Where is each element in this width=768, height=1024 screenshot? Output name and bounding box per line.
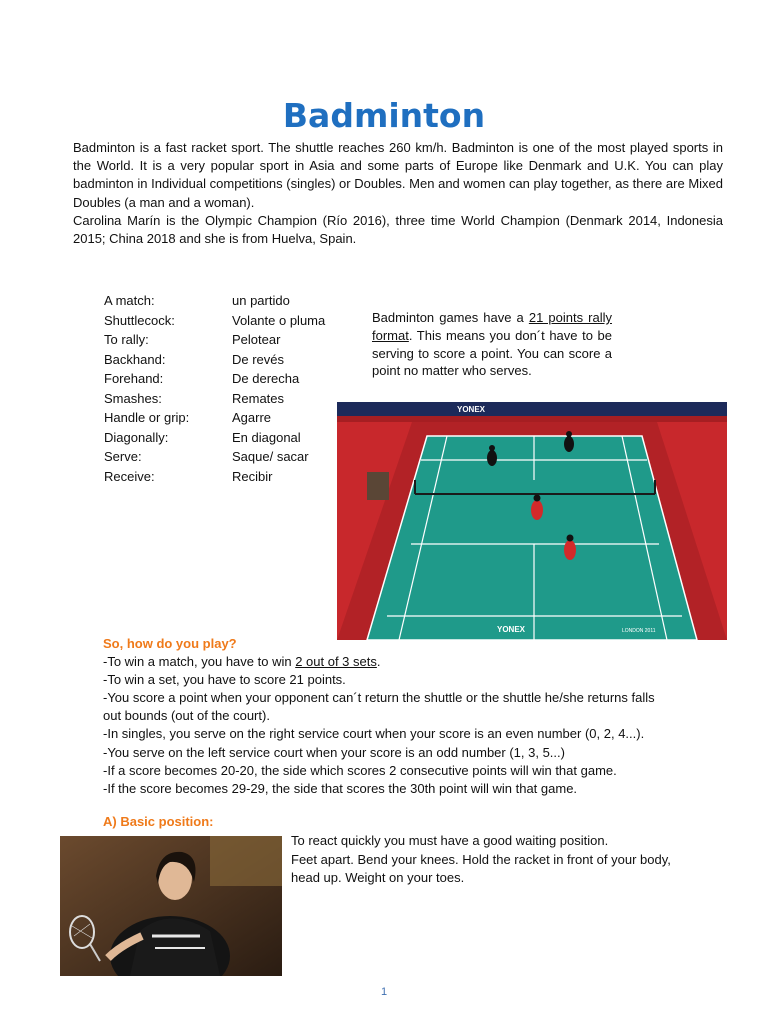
vocab-row bbox=[104, 467, 325, 487]
vocab-term: Backhand: bbox=[104, 351, 166, 367]
rally-format-note bbox=[372, 309, 612, 380]
basic-position-line: To react quickly you must have a good waiting position. bbox=[291, 833, 609, 848]
vocab-translation: De revés bbox=[232, 351, 285, 367]
note-text: . This means you don´t have to be serving to score a point. You can score a point no matter who serves. bbox=[372, 327, 612, 379]
vocab-translation: Volante o pluma bbox=[232, 312, 326, 328]
vocab-row bbox=[104, 428, 325, 448]
page-number: 1 bbox=[380, 986, 388, 998]
badminton-court-photo bbox=[337, 402, 727, 640]
rule-line: out bounds (out of the court). bbox=[103, 708, 270, 724]
vocab-term: Diagonally: bbox=[104, 429, 169, 445]
intro-text bbox=[73, 139, 723, 248]
vocab-term: To rally: bbox=[104, 332, 149, 347]
intro-paragraph-1: Badminton is a fast racket sport. The shuttle reaches 260 km/h. Badminton is one of the most played sports in the World. It is a very popular sport in Asia and some parts of Europe like Denmark and U.K. You can play badminton in Individual competitions (singles) or Doubles. Men and women can play together, as there are Mixed Doubles (a man and a woman). bbox=[73, 140, 723, 210]
vocab-translation: Agarre bbox=[232, 410, 272, 425]
rule-line bbox=[103, 653, 723, 671]
vocab-translation: En diagonal bbox=[232, 429, 301, 445]
basic-position-heading: A) Basic position: bbox=[103, 814, 214, 829]
vocab-translation: Pelotear bbox=[232, 332, 281, 347]
vocab-translation: Recibir bbox=[232, 468, 273, 484]
vocab-term: A match: bbox=[104, 293, 155, 308]
basic-position-line: head up. Weight on your toes. bbox=[291, 870, 465, 885]
vocab-row bbox=[104, 447, 325, 467]
vocab-row bbox=[104, 311, 325, 331]
note-text: Badminton games have a bbox=[372, 310, 529, 325]
how-to-play-heading: So, how do you play? bbox=[103, 636, 237, 651]
intro-paragraph-2: Carolina Marín is the Olympic Champion (Río 2016), three time World Champion (Denmark 2014, Indonesia 2015; China 2018 and she is from Huelva, Spain. bbox=[73, 212, 723, 247]
rule-underlined-text: 2 out of 3 sets bbox=[295, 654, 377, 670]
rule-line: -If the score becomes 29-29, the side that scores the 30th point will win that game. bbox=[103, 780, 578, 796]
vocab-row bbox=[104, 369, 325, 389]
vocab-row bbox=[104, 389, 325, 409]
court-illustration bbox=[337, 402, 727, 640]
floor-brand-text: YONEX bbox=[497, 625, 526, 634]
vocab-row bbox=[104, 291, 325, 311]
how-to-play-section bbox=[103, 635, 723, 798]
vocab-translation: un partido bbox=[232, 293, 290, 308]
banner-brand-text: YONEX bbox=[457, 405, 486, 414]
rule-text: -To win a match, you have to win bbox=[103, 654, 296, 670]
basic-position-line: Feet apart. Bend your knees. Hold the racket in front of your body, bbox=[291, 851, 671, 867]
rule-line: -You serve on the left service court when your score is an odd number (1, 3, 5...) bbox=[103, 744, 565, 760]
rule-text: . bbox=[376, 654, 381, 670]
vocab-translation: Remates bbox=[232, 390, 285, 406]
rule-line: -If a score becomes 20-20, the side which scores 2 consecutive points will win that game. bbox=[103, 762, 617, 778]
vocabulary-list bbox=[104, 291, 325, 486]
floor-event-text: LONDON 2011 bbox=[622, 628, 656, 634]
vocab-term: Smashes: bbox=[104, 390, 162, 406]
vocab-row bbox=[104, 350, 325, 370]
vocab-row bbox=[104, 330, 325, 350]
note-underlined-text: 21 points rally format bbox=[372, 310, 612, 343]
rule-line: -In singles, you serve on the right service court when your score is an even number (0, 2, 4...). bbox=[103, 726, 645, 742]
player-photo bbox=[60, 836, 282, 976]
vocab-translation: De derecha bbox=[232, 371, 300, 386]
vocab-term: Forehand: bbox=[104, 371, 164, 386]
basic-position-text bbox=[291, 832, 731, 888]
vocab-translation: Saque/ sacar bbox=[232, 449, 309, 464]
rule-line: -You score a point when your opponent can´t return the shuttle or the shuttle he/she returns falls bbox=[103, 690, 655, 706]
vocab-term: Receive: bbox=[104, 468, 155, 484]
vocab-term: Serve: bbox=[104, 449, 142, 464]
page-title: Badminton bbox=[282, 96, 486, 135]
rule-line: -To win a set, you have to score 21 points. bbox=[103, 672, 346, 688]
vocab-term: Handle or grip: bbox=[104, 410, 190, 425]
basic-position-illustration bbox=[60, 836, 282, 976]
vocab-term: Shuttlecock: bbox=[104, 312, 175, 328]
vocab-row bbox=[104, 408, 325, 428]
